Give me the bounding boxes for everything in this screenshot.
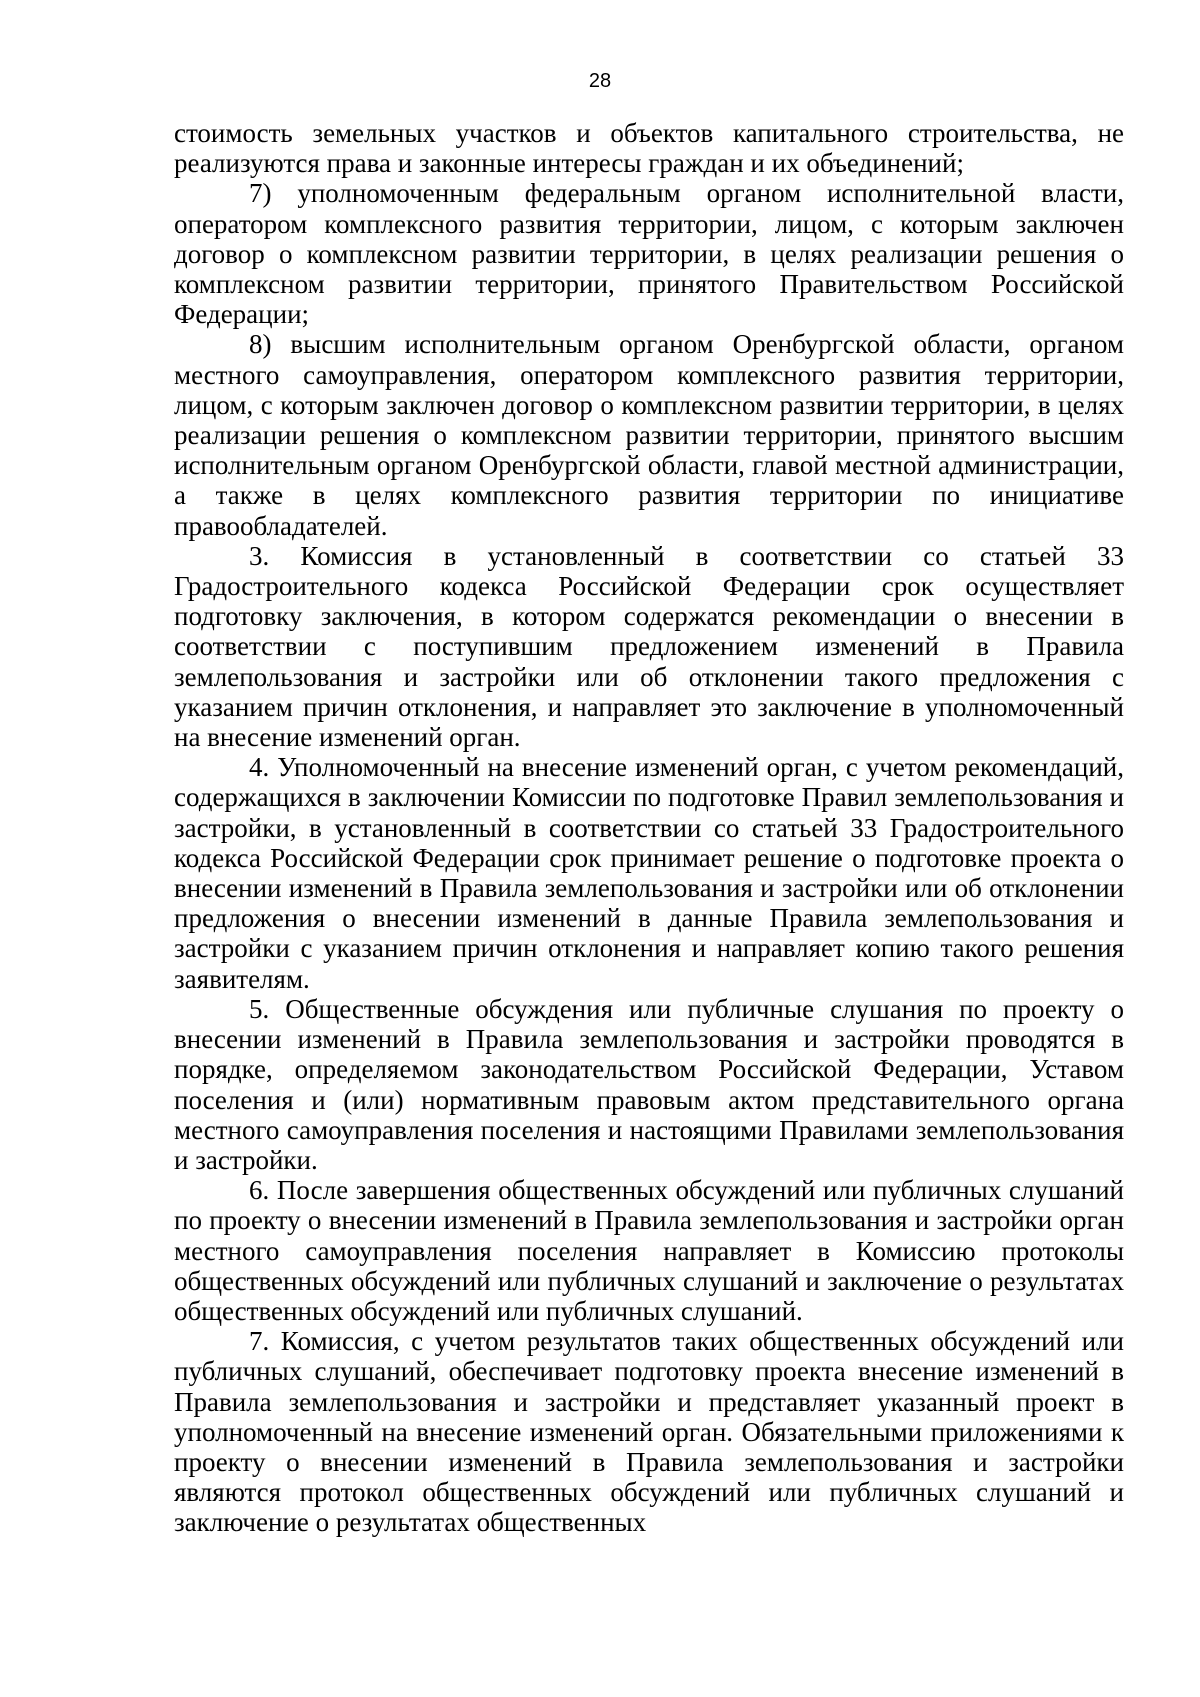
paragraph-7: 7. Комиссия, с учетом результатов таких общественных обсуждений или публичных слушаний, обеспечивает подготовку проекта внесение изменений в Правила землепользования и застройки и представляет указанный проект в уполномоченный на внесение изменений орган. Обязательными приложениями к проекту о внесении изменений в Правила землепользования и застройки являются протокол общественных обсуждений или публичных слушаний и заключение о результатах общественных	[174, 1326, 1124, 1538]
paragraph-6: 6. После завершения общественных обсуждений или публичных слушаний по проекту о внесении изменений в Правила землепользования и застройки орган местного самоуправления поселения направляет в Комиссию протоколы общественных обсуждений или публичных слушаний и заключение о результатах общественных обсуждений или публичных слушаний.	[174, 1175, 1124, 1326]
paragraph-item-8: 8) высшим исполнительным органом Оренбургской области, органом местного самоуправления, оператором комплексного развития территории, лицом, с которым заключен договор о комплексном развитии территории, в целях реализации решения о комплексном развитии территории, принятого высшим исполнительным органом Оренбургской области, главой местной администрации, а также в целях комплексного развития территории по инициативе правообладателей.	[174, 329, 1124, 541]
page-number: 28	[588, 70, 612, 92]
paragraph-continuation: стоимость земельных участков и объектов капитального строительства, не реализуются права и законные интересы граждан и их объединений;	[174, 118, 1124, 179]
paragraph-4: 4. Уполномоченный на внесение изменений орган, с учетом рекомендаций, содержащихся в заключении Комиссии по подготовке Правил землепользования и застройки, в установленный в соответствии со статьей 33 Градостроительного кодекса Российской Федерации срок принимает решение о подготовке проекта о внесении изменений в Правила землепользования и застройки или об отклонении предложения о внесении изменений в данные Правила землепользования и застройки с указанием причин отклонения и направляет копию такого решения заявителям.	[174, 752, 1124, 994]
paragraph-5: 5. Общественные обсуждения или публичные слушания по проекту о внесении изменений в Правила землепользования и застройки проводятся в порядке, определяемом законодательством Российской Федерации, Уставом поселения и (или) нормативным правовым актом представительного органа местного самоуправления поселения и настоящими Правилами землепользования и застройки.	[174, 993, 1124, 1175]
document-body	[174, 118, 1124, 1538]
paragraph-item-7: 7) уполномоченным федеральным органом исполнительной власти, оператором комплексного развития территории, лицом, с которым заключен договор о комплексном развитии территории, в целях реализации решения о комплексном развитии территории, принятого Правительством Российской Федерации;	[174, 178, 1124, 330]
paragraph-3: 3. Комиссия в установленный в соответствии со статьей 33 Градостроительного кодекса Российской Федерации срок осуществляет подготовку заключения, в котором содержатся рекомендации о внесении в соответствии с поступившим предложением изменений в Правила землепользования и застройки или об отклонении такого предложения с указанием причин отклонения, и направляет это заключение в уполномоченный на внесение изменений орган.	[174, 540, 1124, 753]
